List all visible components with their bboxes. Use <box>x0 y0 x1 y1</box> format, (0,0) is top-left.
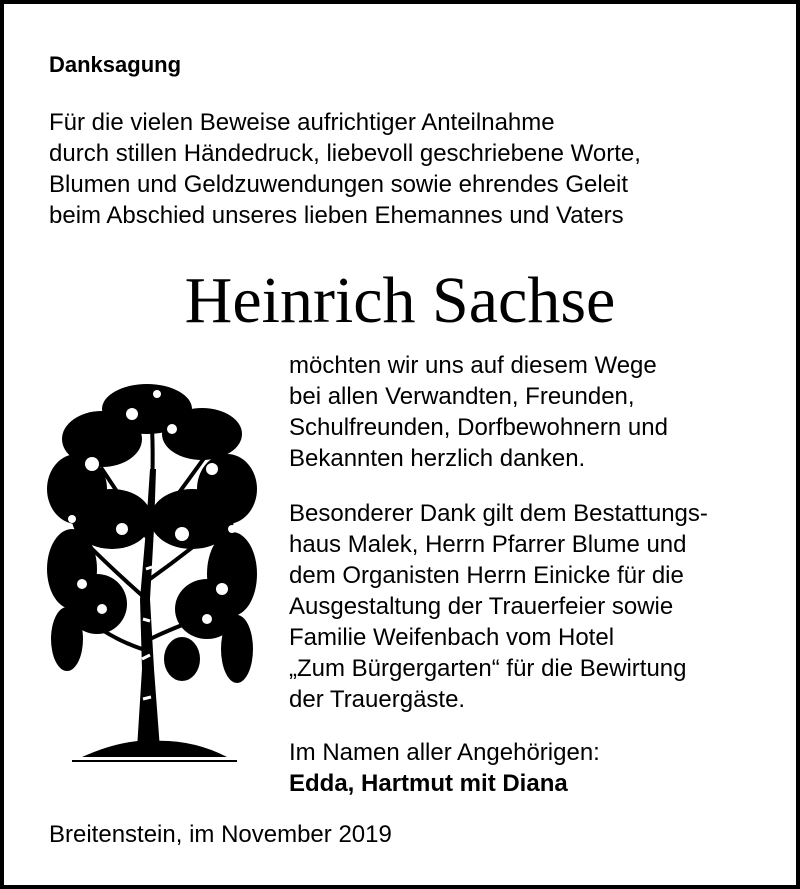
special-thanks-line: haus Malek, Herrn Pfarrer Blume und <box>289 531 687 558</box>
special-thanks-line: der Trauergäste. <box>289 686 466 713</box>
special-thanks-line: Familie Weifenbach vom Hotel <box>289 624 615 651</box>
intro-line: Blumen und Geldzuwendungen sowie ehrendes Geleit <box>49 171 629 198</box>
special-thanks-line: „Zum Bürgergarten“ für die Bewirtung <box>289 655 687 682</box>
signoff <box>289 737 779 799</box>
special-thanks-line: Besonderer Dank gilt dem Bestattungs- <box>289 500 708 527</box>
special-thanks-paragraph <box>289 498 779 715</box>
thanks-line: Bekannten herzlich danken. <box>289 445 586 472</box>
deceased-name: Heinrich Sachse <box>184 264 616 337</box>
intro-line: durch stillen Händedruck, liebevoll geschriebene Worte, <box>49 140 641 167</box>
special-thanks-line: dem Organisten Herrn Einicke für die <box>289 562 684 589</box>
thanks-paragraph <box>289 350 779 474</box>
birch-tree-icon <box>42 369 262 769</box>
notice-heading: Danksagung <box>49 52 182 77</box>
intro-line: beim Abschied unseres lieben Ehemannes und Vaters <box>49 202 624 229</box>
special-thanks-line: Ausgestaltung der Trauerfeier sowie <box>289 593 674 620</box>
thanks-line: bei allen Verwandten, Freunden, <box>289 383 635 410</box>
place-date: Breitenstein, im November 2019 <box>49 821 392 848</box>
signoff-names: Edda, Hartmut mit Diana <box>289 770 568 797</box>
intro-paragraph <box>49 107 769 231</box>
thanks-line: Schulfreunden, Dorfbewohnern und <box>289 414 668 441</box>
thanks-line: möchten wir uns auf diesem Wege <box>289 352 657 379</box>
intro-line: Für die vielen Beweise aufrichtiger Anteilnahme <box>49 109 555 136</box>
signoff-intro: Im Namen aller Angehörigen: <box>289 739 600 766</box>
